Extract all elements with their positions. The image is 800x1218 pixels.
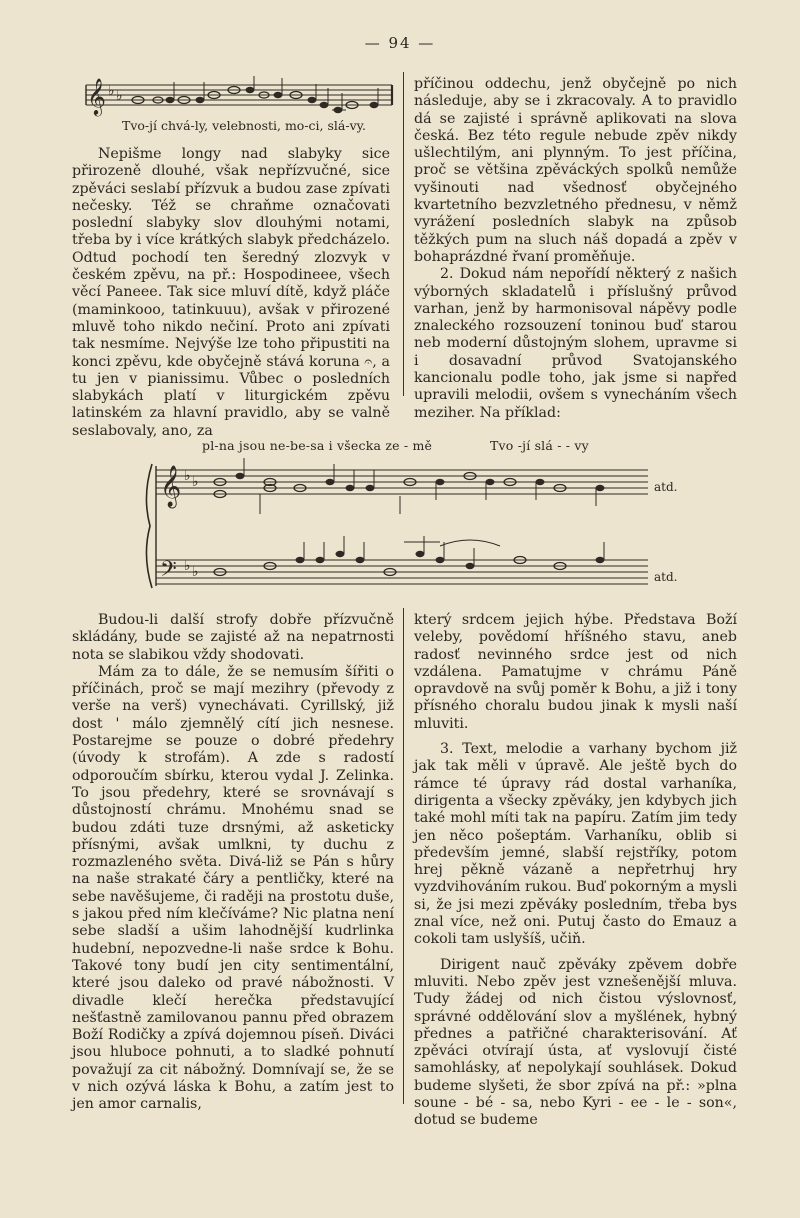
left-column-top bbox=[72, 146, 390, 440]
page-number: — 94 — bbox=[364, 34, 436, 52]
svg-text:♭: ♭ bbox=[116, 88, 123, 104]
small-example-lyrics: Tvo-jí chvá-ly, velebnosti, mo-ci, slá-vy. bbox=[122, 118, 367, 133]
paragraph: příčinou oddechu, jenž obyčejně po nich následuje, aby se i zkracovaly. A to pravidlo dá se zajisté i správně aplikovati na slova česká. Bez této regule nebude zpěv nikdy ušlechtilým, ani plynným. To jest příčina, proč se většina zpěváckých spolků nemůže vyšinouti nad všednosť obyčejného kvartetního bezvzletného přednesu, v němž vyrážení posledních slabyk na způsob těžkých pum na sluch náš dopadá a zpěv v bohaprázdné řvaní proměňuje. bbox=[414, 76, 737, 265]
atd-label-top: atd. bbox=[654, 480, 678, 494]
example-lyrics-right: Tvo -jí slá - - vy bbox=[490, 438, 589, 453]
paragraph: Dirigent nauč zpěváky zpěvem dobře mluviti. Nebo zpěv jest vznešenější mluva. Tudy žádej od nich čistou výslovnosť, správné oddělování slov a myšlének, hybný přednes a patřičné charakterisování. Ať zpěváci otvírají ústa, ať vyslovují čisté samohlásky, ať nepolykají souhlásek. Dokud budeme slyšeti, že sbor zpívá na př.: »plna soune - bé - sa, nebo Kyri - ee - le - son«, dotud se budeme bbox=[414, 956, 737, 1129]
paragraph: Mám za to dále, že se nemusím šířiti o příčinách, proč se mají mezihry (převody z verše na verš) vynechávati. Cyrillský, již dost ' málo zjemnělý cítí jich nesnese. Postarejme se pouze o dobré předehry (úvody k strofám). A zde s radostí odporoučím sbírku, kterou vydal J. Zelinka. To jsou předehry, které se srovnávají s důstojností chrámu. Mnohému snad se budou zdáti tuze drsnými, až asketicky přísnými, avšak umlkni, ty duchu z rozmazleného světa. Divá-liž se Pán s hůry na naše strakaté čáry a pentličky, které na sebe navěšujeme, či raději na prostotu duše, s jakou před ním klečíváme? Nic platna není sebe sladší a ušim lahodnější kudrlinka hudební, nepozvedne-li naše srdce k Bohu. Takové tony budí jen city sentimentální, které jsou daleko od pravé nábožnosti. V divadle klečí herečka představující nešťastně zamilovanou pannu před obrazem Boží Rodičky a zpívá dojemnou píseň. Diváci jsou hluboce pohnuti, a to sladké pohnutí považují za cit nábožný. Domnívají se, že se v nich ozývá láska k Bohu, a zatím jest to jen amor carnalis, bbox=[72, 663, 394, 1113]
example-lyrics-left: pl-na jsou ne-be-sa i všecka ze - mě bbox=[202, 438, 433, 453]
left-column-bottom bbox=[72, 612, 394, 1114]
svg-text:𝄢: 𝄢 bbox=[160, 557, 177, 587]
svg-text:♭: ♭ bbox=[192, 564, 199, 580]
svg-text:♭: ♭ bbox=[184, 558, 191, 574]
paragraph: 2. Dokud nám nepořídí některý z našich výborných skladatelů i příslušný průvod varhan, jenž by harmonisoval nápěvy podle znaleckého rozsouzení toninou buď starou neb moderní důstojným slohem, upravme si i dosavadní průvod Svatojanského kancionalu podle toho, jak jsme si napřed upravili melodii, ovšem s vynecháním všech meziher. Na příklad: bbox=[414, 266, 737, 421]
svg-text:♭: ♭ bbox=[108, 83, 115, 99]
column-divider-bottom bbox=[403, 608, 404, 1104]
right-column-bottom bbox=[414, 612, 737, 1130]
paragraph: Budou-li další strofy dobře přízvučně skládány, bude se zajisté až na nepatrnosti nota se slabikou vždy shodovati. bbox=[72, 612, 394, 663]
svg-text:♭: ♭ bbox=[192, 474, 199, 490]
paragraph: 3. Text, melodie a varhany bychom již jak tak měli v úpravě. Ale ještě bych do rámce té úpravy rád dostal varhaníka, dirigenta a všecky zpěváky, jen kdybych jich také mohl míti tak na papíru. Zatím jim tedy jen něco pošeptám. Varhaníku, oblib si především jemné, slabší rejstříky, potom hrej pěkně vázaně a nepřetrhuj hry vyzdvihováním rukou. Buď pokorným a mysli si, že jsi mezi zpěváky posledním, třeba bys znal více, než oni. Putuj často do Emauz a cokoli tam uslyšíš, učiň. bbox=[414, 741, 737, 948]
small-staff bbox=[74, 76, 394, 116]
paragraph: který srdcem jejich hýbe. Představa Boží veleby, povědomí hříšného stavu, aneb radosť nevinného srdce jest od nich vzdálena. Pamatujme v chrámu Páně opravdově na svůj poměr k Bohu, a již i tony přísného choralu budou jinak k mysli naší mluviti. bbox=[414, 612, 737, 732]
atd-label-bottom: atd. bbox=[654, 570, 678, 584]
svg-text:♭: ♭ bbox=[184, 468, 191, 484]
svg-text:𝄞: 𝄞 bbox=[160, 466, 182, 507]
column-divider-top bbox=[403, 72, 404, 396]
svg-text:𝄞: 𝄞 bbox=[87, 77, 106, 115]
right-column-top bbox=[414, 76, 737, 422]
paragraph: Nepišme longy nad slabyky sice přirozeně dlouhé, však nepřízvučné, sice zpěváci seslabí přízvuk a budou zase zpívati nečesky. Též se chraňme označovati poslední slabyky slov dlouhými notami, třeba by i více krátkých slabyk předcházelo. Odtud pochodí ten šeredný zlozvyk v českém zpěvu, na př.: Hospodineee, všech věcí Paneee. Tak sice mluví dítě, když pláče (maminkooo, tatinkuuu), avšak v přirozené mluvě toho nikdo nečiní. Proto ani zpívati tak nesmíme. Nejvýše lze toho připustiti na konci zpěvu, kde obyčejně stává koruna 𝄐, a tu jen v pianissimu. Vůbec o posledních slabykách platí v liturgickém zpěvu latinském za hlavní pravidlo, aby se valně seslabovaly, ano, za bbox=[72, 146, 390, 439]
grand-staff bbox=[140, 456, 660, 596]
